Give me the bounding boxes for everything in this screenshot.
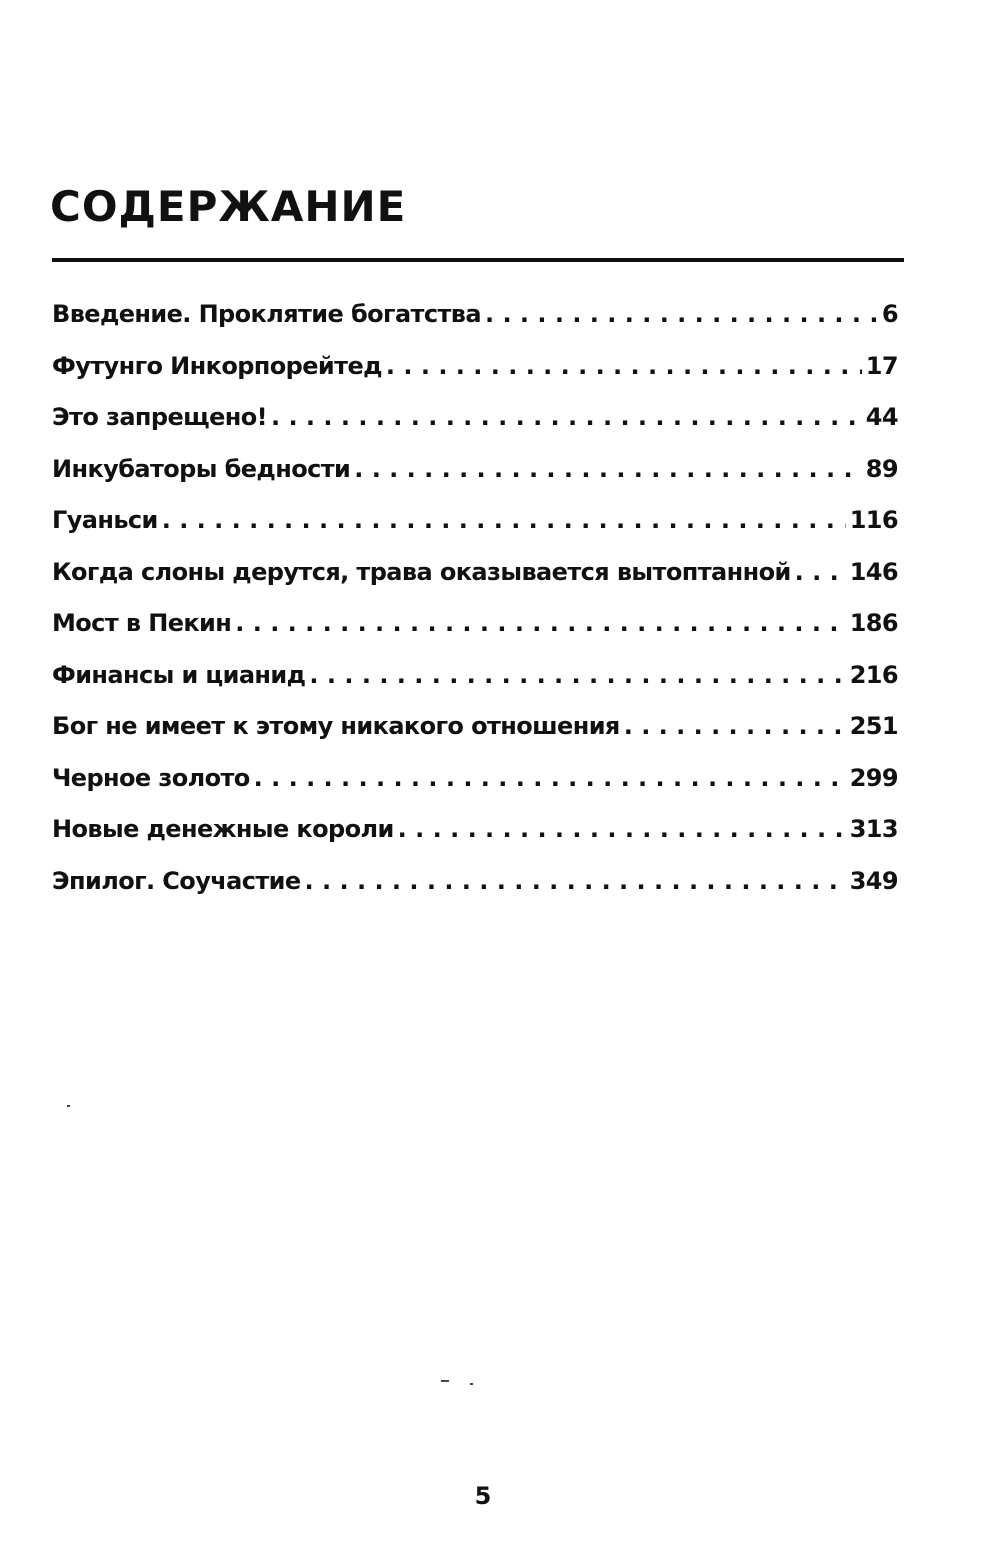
toc-entry-page: 349: [849, 866, 898, 895]
toc-entry: [52, 803, 898, 855]
toc-entry: [52, 391, 898, 443]
toc-entry: [52, 288, 898, 340]
toc-entry: [52, 700, 898, 752]
toc-entry-title: Инкубаторы бедности: [52, 454, 351, 483]
toc-dot-leader: [398, 817, 846, 841]
contents-heading: СОДЕРЖАНИЕ: [50, 182, 407, 231]
toc-entry: [52, 546, 898, 598]
toc-entry-title: Эпилог. Соучастие: [52, 866, 301, 895]
toc-entry-title: Гуаньси: [52, 506, 158, 534]
scan-speck: [441, 1380, 449, 1382]
toc-entry: [52, 494, 898, 546]
toc-entry-page: 313: [849, 815, 898, 843]
toc-dot-leader: [271, 405, 862, 429]
toc-entry-page: 251: [849, 712, 898, 740]
toc-dot-leader: [162, 508, 846, 532]
toc-entry-page: 89: [865, 454, 898, 483]
toc-dot-leader: [624, 714, 846, 738]
toc-entry-page: 216: [849, 660, 898, 689]
toc-dot-leader: [795, 560, 846, 584]
toc-dot-leader: [354, 457, 862, 481]
toc-entry-title: Финансы и цианид: [52, 660, 306, 689]
toc-entry: [52, 855, 898, 907]
toc-dot-leader: [235, 611, 845, 635]
toc-entry: [52, 597, 898, 649]
toc-entry-page: 116: [849, 506, 898, 534]
toc-dot-leader: [485, 302, 878, 326]
toc-entry-page: 44: [865, 403, 898, 431]
toc-entry-page: 299: [849, 763, 898, 792]
toc-entry-title: Мост в Пекин: [52, 609, 232, 637]
scan-speck: [470, 1383, 473, 1385]
table-of-contents: [52, 288, 898, 906]
scan-speck: [67, 1105, 70, 1107]
toc-entry-title: Бог не имеет к этому никакого отношения: [52, 712, 620, 740]
toc-dot-leader: [254, 766, 846, 790]
page-number: 5: [474, 1482, 492, 1510]
toc-entry-title: Новые денежные короли: [52, 815, 394, 843]
toc-entry-title: Футунго Инкорпорейтед: [52, 351, 382, 380]
toc-entry-page: 17: [865, 351, 898, 380]
toc-entry-title: Это запрещено!: [52, 403, 267, 431]
toc-entry-title: Черное золото: [52, 763, 250, 792]
toc-entry-title: Введение. Проклятие богатства: [52, 300, 481, 328]
heading-rule: [52, 258, 904, 262]
toc-entry: [52, 443, 898, 495]
toc-dot-leader: [305, 869, 846, 893]
toc-entry-page: 146: [849, 557, 898, 586]
toc-entry-page: 6: [881, 300, 898, 328]
toc-entry: [52, 649, 898, 701]
toc-entry-title: Когда слоны дерутся, трава оказывается вытоптанной: [52, 557, 791, 586]
toc-dot-leader: [309, 663, 845, 687]
toc-entry-page: 186: [849, 609, 898, 637]
toc-entry: [52, 340, 898, 392]
toc-dot-leader: [386, 354, 862, 378]
toc-entry: [52, 752, 898, 804]
